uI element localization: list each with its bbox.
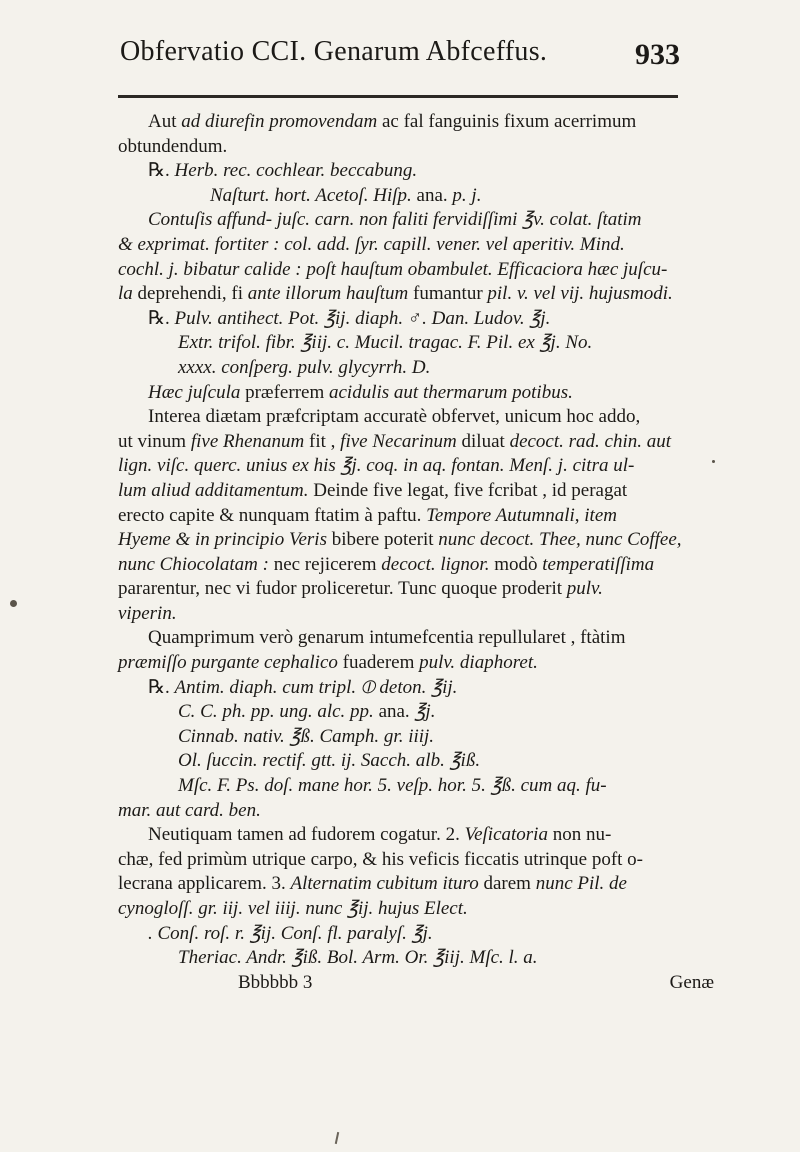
italic-text: Herb. rec. cochlear. beccabung. — [174, 160, 418, 182]
roman-text: ana. — [411, 184, 453, 206]
roman-text: chæ, fed primùm utrique carpo, & his veficis ficcatis utrinque poft o- — [118, 848, 643, 870]
header-rule — [118, 95, 678, 98]
roman-text: Aut — [148, 111, 182, 132]
italic-text: ante illorum hauſtum — [247, 283, 409, 305]
text-line — [118, 135, 714, 160]
text-line — [118, 110, 714, 135]
italic-text: Antim. diaph. cum tripl. ⦶ deton. ℥ij. — [174, 676, 458, 698]
text-line — [118, 381, 714, 406]
roman-text: pararentur, nec vi fudor proliceretur. Tunc quoque proderit — [118, 578, 567, 600]
italic-text: pil. v. vel vij. hujusmodi. — [487, 283, 673, 305]
roman-text: deprehendi, fi — [132, 283, 248, 305]
italic-text: Cinnab. nativ. ℥ß. Camph. gr. iiij. — [178, 725, 435, 747]
roman-text: præferrem — [240, 381, 329, 403]
italic-text: . Conſ. roſ. r. ℥ij. Conſ. fl. paralyſ. ℥j. — [148, 922, 433, 944]
text-line — [118, 946, 714, 971]
roman-text: Quamprimum verò genarum intumefcentia repullularet , ftàtim — [148, 627, 626, 649]
italic-text: pulv. diaphoret. — [419, 652, 538, 674]
italic-text: præmiſſo purgante cephalico — [118, 652, 338, 674]
text-line — [118, 676, 714, 701]
italic-text: nunc decoct. Thee, nunc Coffee, — [438, 529, 682, 551]
italic-text: Pulv. antihect. Pot. ℥ij. diaph. ♂. Dan. Ludov. ℥j. — [174, 307, 551, 329]
text-line — [118, 430, 714, 455]
roman-text: ℞. — [148, 160, 175, 182]
roman-text: ℞. — [148, 307, 175, 329]
text-line — [118, 848, 714, 873]
roman-text: ac fal fanguinis fixum acerrimum — [377, 111, 637, 132]
italic-text: viperin. — [118, 602, 177, 624]
roman-text: Deinde five legat, five fcribat , id peragat — [308, 479, 628, 501]
margin-speck — [712, 460, 715, 463]
text-line — [118, 479, 714, 504]
text-line — [118, 553, 714, 578]
text-line — [118, 749, 714, 774]
roman-text: nec rejicerem — [268, 553, 382, 575]
text-line — [118, 626, 714, 651]
catchword: Genæ — [669, 971, 714, 993]
text-line — [118, 602, 714, 627]
italic-text: Hæc juſcula — [148, 381, 241, 403]
text-line — [118, 823, 714, 848]
text-line — [118, 208, 714, 233]
text-line — [118, 922, 714, 947]
roman-text: non nu- — [547, 824, 612, 846]
text-line — [118, 897, 714, 922]
italic-text: Ol. ſuccin. rectif. gtt. ij. Sacch. alb. ℥iß. — [178, 750, 481, 772]
italic-text: Extr. trifol. fibr. ℥iij. c. Mucil. tragac. F. Pil. ex ℥j. No. — [178, 332, 593, 354]
roman-text: bibere poterit — [326, 529, 439, 551]
roman-text: fumantur — [408, 283, 488, 305]
italic-text: Mſc. F. Ps. doſ. mane hor. 5. veſp. hor. 5. ℥ß. cum aq. fu- — [178, 775, 607, 797]
italic-text: ad diurefin promovendam — [181, 111, 378, 132]
text-line — [118, 651, 714, 676]
text-line — [118, 405, 714, 430]
text-line — [118, 725, 714, 750]
italic-text: ℥j. — [414, 701, 436, 723]
signature-mark: Bbbbbb 3 — [238, 971, 313, 993]
italic-text: pulv. — [566, 578, 603, 600]
italic-text: nunc Chiocolatam : — [118, 553, 269, 575]
italic-text: cynogloſſ. gr. iij. vel iiij. nunc ℥ij. hujus Elect. — [118, 898, 468, 919]
roman-text: modò — [489, 553, 543, 575]
text-line — [118, 872, 714, 897]
italic-text: C. C. ph. pp. ung. alc. pp. — [178, 701, 374, 723]
italic-text: Contuſis affund- juſc. carn. non faliti fervidiſſimi ℥v. colat. ſtatim — [148, 209, 642, 231]
italic-text: decoct. rad. chin. aut — [509, 430, 672, 452]
italic-text: & exprimat. fortiter : col. add. ſyr. capill. vener. vel aperitiv. Mind. — [118, 233, 625, 255]
text-line — [118, 282, 714, 307]
text-line — [118, 233, 714, 258]
text-line — [118, 356, 714, 381]
italic-text: item — [584, 504, 617, 526]
body-text — [118, 110, 714, 995]
roman-text: obtundendum. — [118, 135, 228, 157]
roman-text: ut vinum — [118, 430, 191, 452]
text-line — [118, 504, 714, 529]
text-line — [118, 454, 714, 479]
roman-text: lecrana applicarem. 3. — [118, 873, 291, 895]
margin-blot — [10, 600, 17, 607]
italic-text: mar. aut card. ben. — [118, 799, 261, 821]
roman-text: Interea diætam præfcriptam accuratè obfervet, unicum hoc addo, — [148, 406, 641, 428]
page-header — [120, 36, 680, 76]
text-line — [118, 774, 714, 799]
running-title: Obfervatio CCI. Genarum Abfceffus. — [120, 36, 548, 67]
text-line — [118, 577, 714, 602]
roman-text: ℞. — [148, 676, 175, 698]
italic-text: la — [118, 283, 133, 305]
text-line — [118, 700, 714, 725]
roman-text: fit , — [304, 430, 341, 452]
roman-text: , — [574, 504, 585, 526]
roman-text: fuaderem — [337, 652, 420, 674]
roman-text: erecto capite & nunquam ftatim à paftu. — [118, 504, 427, 526]
page-footer — [118, 971, 714, 996]
italic-text: acidulis aut thermarum potibus. — [329, 381, 573, 403]
italic-text: p. j. — [452, 184, 482, 206]
text-line — [118, 258, 714, 283]
roman-text: ana. — [373, 701, 415, 723]
italic-text: nunc Pil. de — [535, 873, 627, 895]
italic-text: cochl. j. bibatur calide : poſt hauſtum obambulet. Efficaciora hæc juſcu- — [118, 258, 668, 280]
italic-text: xxxx. conſperg. pulv. glycyrrh. D. — [178, 356, 431, 378]
page-number: 933 — [635, 38, 680, 71]
text-line — [118, 528, 714, 553]
italic-text: lign. viſc. querc. unius ex his ℥j. coq. in aq. fontan. Menſ. j. citra ul- — [118, 455, 635, 477]
italic-text: Theriac. Andr. ℥iß. Bol. Arm. Or. ℥iij. Mſc. l. a. — [178, 947, 538, 969]
text-line — [118, 799, 714, 824]
italic-text: five Rhenanum — [190, 430, 305, 452]
roman-text: diluat — [456, 430, 510, 452]
text-line — [118, 331, 714, 356]
italic-text: decoct. lignor. — [381, 553, 490, 575]
roman-text: darem — [478, 873, 536, 895]
italic-text: five Necarinum — [340, 430, 457, 452]
text-line — [118, 184, 714, 209]
italic-text: Naſturt. hort. Acetoſ. Hiſp. — [210, 184, 412, 206]
roman-text: Neutiquam tamen ad fudorem cogatur. 2. — [148, 824, 465, 846]
italic-text: Veſicatoria — [464, 824, 548, 846]
text-line — [118, 159, 714, 184]
italic-text: lum aliud additamentum. — [118, 479, 309, 501]
bottom-margin-mark — [335, 1132, 339, 1144]
italic-text: Hyeme & in principio Veris — [118, 529, 327, 551]
text-line — [118, 307, 714, 332]
italic-text: temperatiſſima — [542, 553, 655, 575]
italic-text: Tempore Autumnali — [426, 504, 575, 526]
italic-text: Alternatim cubitum ituro — [290, 873, 479, 895]
